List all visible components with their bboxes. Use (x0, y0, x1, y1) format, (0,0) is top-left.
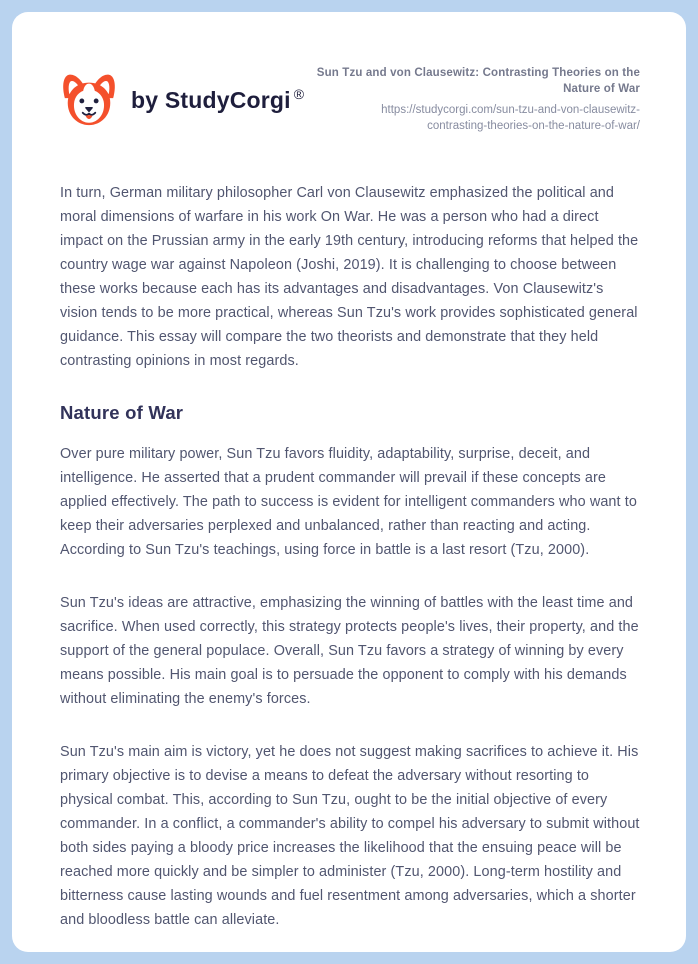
document-card (12, 12, 686, 952)
brand-name-text: by StudyCorgi (131, 86, 291, 113)
section-heading: Nature of War (60, 402, 184, 423)
intro-paragraph: In turn, German military philosopher Carl von Clausewitz emphasized the political and moral dimensions of warfare in his work On War. He was a person who had a direct impact on the Prussian army in the early 19th century, introducing reforms that helped the country wage war against Napoleon (Joshi, 2019). It is challenging to choose between these works because each has its advantages and disadvantages. Von Clausewitz's vision tends to be more practical, whereas Sun Tzu's work provides sophisticated general guidance. This essay will compare the two theorists and demonstrate that they held contrasting opinions in most regards. (60, 185, 639, 369)
brand-logo (60, 71, 304, 129)
brand-name (131, 87, 304, 114)
body-paragraph-1: Over pure military power, Sun Tzu favors fluidity, adaptability, surprise, deceit, and intelligence. He asserted that a prudent commander will prevail if these concepts are applied effectively. The path to success is evident for intelligent commanders who want to keep their adversaries perplexed and unbalanced, rather than reacting and acting. According to Sun Tzu's teachings, using force in battle is a last resort (Tzu, 2000). (60, 446, 637, 558)
page-title: Sun Tzu and von Clausewitz: Contrasting Theories on the Nature of War (316, 67, 640, 95)
corgi-logo-icon (60, 71, 118, 129)
document-meta (304, 66, 640, 134)
registered-mark: ® (293, 85, 305, 102)
essay-body (60, 181, 640, 932)
body-paragraph-2: Sun Tzu's ideas are attractive, emphasizing the winning of battles with the least time and sacrifice. When used correctly, this strategy protects people's lives, their property, and the support of the general populace. Overall, Sun Tzu favors a strategy of winning by every means possible. His main goal is to persuade the opponent to comply with his demands without eliminating the enemy's forces. (60, 595, 639, 707)
body-paragraph-3: Sun Tzu's main aim is victory, yet he does not suggest making sacrifices to achieve it. His primary objective is to devise a means to defeat the adversary without resorting to physical combat. This, according to Sun Tzu, ought to be the initial objective of every commander. In a conflict, a commander's ability to compel his adversary to submit without both sides paying a bloody price increases the likelihood that the ensuing peace will be reached more quickly and be simpler to administer (Tzu, 2000). Long-term hostility and bitterness cause lasting wounds and fuel resentment among adversaries, which a shorter and bloodless battle can alleviate. (60, 744, 640, 928)
source-url: https://studycorgi.com/sun-tzu-and-von-clausewitz-contrasting-theories-on-the-nature-of-war/ (381, 104, 640, 132)
document-header (60, 66, 640, 134)
